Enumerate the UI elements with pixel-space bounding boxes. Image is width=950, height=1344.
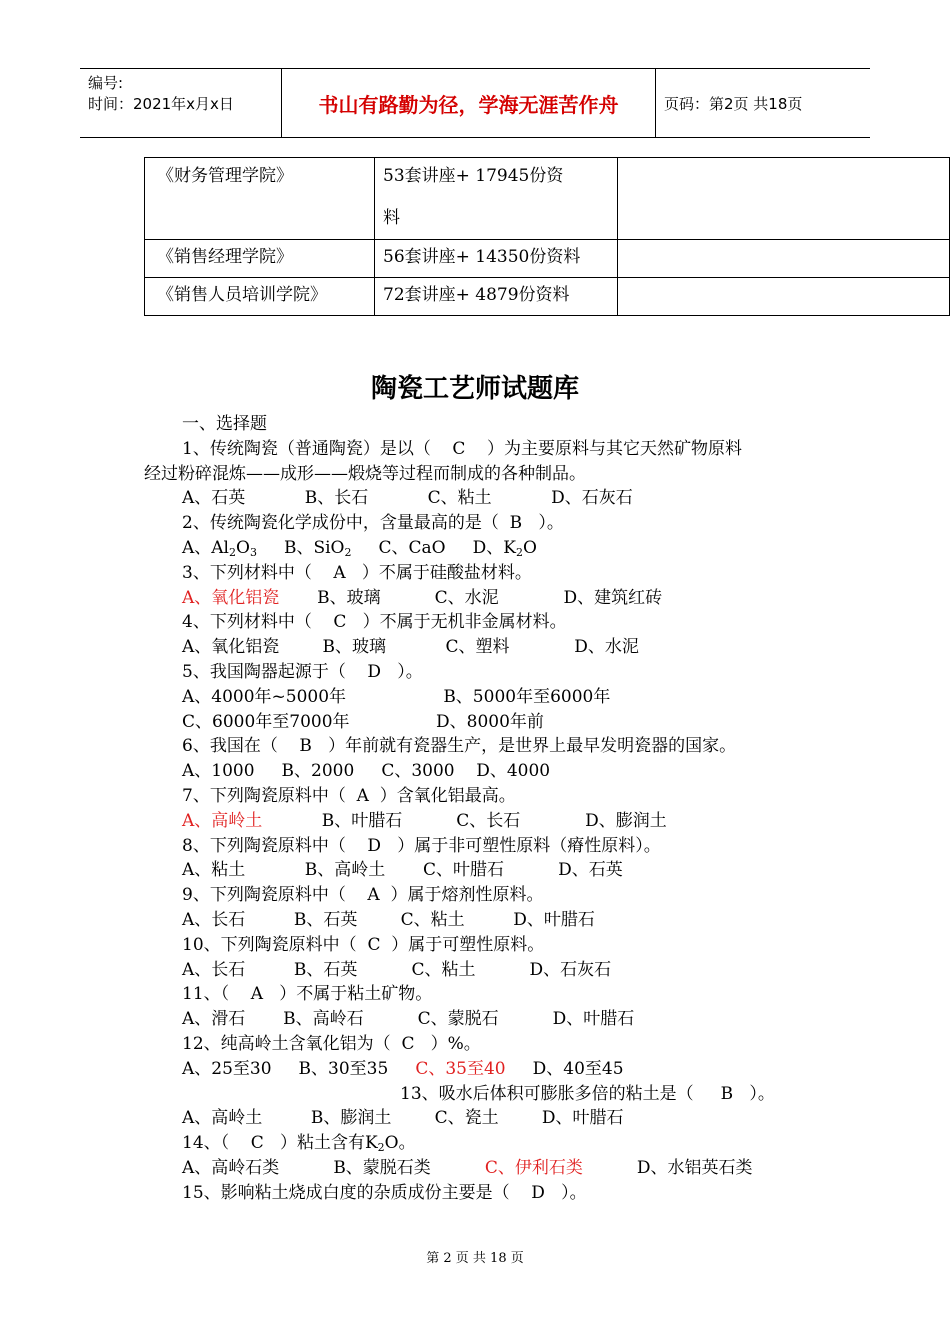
table-row bbox=[145, 278, 950, 316]
question-options bbox=[144, 536, 824, 561]
option-text: B、叶腊石 C、长石 D、膨润土 bbox=[262, 810, 667, 831]
question-options: C、6000年至7000年 D、8000年前 bbox=[182, 711, 544, 732]
question-text: 3、下列材料中（ A ）不属于硅酸盐材料。 bbox=[182, 562, 532, 583]
question-text-part: 14、（ C ）粘土含有K bbox=[182, 1133, 378, 1154]
question-options: A、长石 B、石英 C、粘土 D、叶腊石 bbox=[182, 909, 595, 930]
question-text: 5、我国陶器起源于（ D ）。 bbox=[182, 661, 423, 682]
question-text: 9、下列陶瓷原料中（ A ）属于熔剂性原料。 bbox=[182, 885, 544, 906]
page-header bbox=[80, 68, 870, 138]
option-text: D、40至45 bbox=[505, 1058, 624, 1079]
subscript: 2 bbox=[515, 545, 523, 559]
option-text: C、CaO D、K bbox=[351, 537, 516, 558]
question-text bbox=[144, 1131, 824, 1156]
question-options: A、石英 B、长石 C、粘土 D、石灰石 bbox=[182, 488, 633, 509]
question-text: 经过粉碎混炼——成形——煅烧等过程而制成的各种制品。 bbox=[144, 463, 586, 484]
question-options bbox=[144, 1057, 824, 1082]
section-heading: 一、选择题 bbox=[182, 414, 267, 434]
option-text: D、水铝英石类 bbox=[582, 1157, 753, 1178]
document-time-label: 时间：2021年x月x日 bbox=[88, 95, 234, 113]
resource-name: 《财务管理学院》 bbox=[145, 158, 375, 240]
option-text: A、25至30 B、30至35 bbox=[182, 1058, 416, 1079]
question-options: A、长石 B、石英 C、粘土 D、石灰石 bbox=[182, 959, 612, 980]
resource-detail: 72套讲座+ 4879份资料 bbox=[375, 278, 618, 316]
subscript: 2 bbox=[229, 545, 236, 559]
option-text: A、高岭石类 B、蒙脱石类 bbox=[182, 1157, 485, 1178]
question-text: 12、纯高岭土含氧化铝为（ C ）%。 bbox=[182, 1033, 481, 1054]
header-motto: 书山有路勤为径，学海无涯苦作舟 bbox=[282, 69, 656, 137]
resource-table bbox=[144, 157, 950, 316]
highlighted-option: C、伊利石类 bbox=[484, 1157, 583, 1178]
option-text: O bbox=[522, 537, 537, 558]
question-text: 2、传统陶瓷化学成份中，含量最高的是（ B ）。 bbox=[182, 513, 564, 534]
question-options bbox=[144, 586, 824, 611]
question-text: 11、（ A ）不属于粘土矿物。 bbox=[182, 984, 433, 1005]
document-number-label: 编号: bbox=[88, 74, 124, 92]
question-options bbox=[144, 1156, 824, 1181]
resource-extra bbox=[618, 158, 950, 240]
header-meta bbox=[80, 69, 282, 137]
option-text: A、Al bbox=[182, 537, 229, 558]
question-text: 10、下列陶瓷原料中（ C ）属于可塑性原料。 bbox=[182, 934, 545, 955]
question-text: 6、我国在（ B ）年前就有瓷器生产，是世界上最早发明瓷器的国家。 bbox=[182, 736, 737, 757]
question-text: 8、下列陶瓷原料中（ D ）属于非可塑性原料（瘠性原料）。 bbox=[182, 835, 661, 856]
highlighted-option: A、氧化铝瓷 bbox=[182, 587, 280, 608]
question-text-part: O。 bbox=[384, 1133, 416, 1154]
question-text: 13、吸水后体积可膨胀多倍的粘土是（ B ）。 bbox=[400, 1083, 775, 1104]
resource-extra bbox=[618, 278, 950, 316]
question-list bbox=[144, 412, 824, 1206]
question-options: A、4000年~5000年 B、5000年至6000年 bbox=[182, 686, 611, 707]
question-text: 7、下列陶瓷原料中（ A ）含氧化铝最高。 bbox=[182, 785, 516, 806]
resource-detail: 56套讲座+ 14350份资料 bbox=[375, 240, 618, 278]
header-page-label: 页码：第2页 共18页 bbox=[664, 94, 803, 113]
option-text: B、SiO bbox=[256, 537, 345, 558]
question-options: A、1000 B、2000 C、3000 D、4000 bbox=[182, 761, 551, 782]
question-options bbox=[144, 809, 824, 834]
resource-name: 《销售人员培训学院》 bbox=[145, 278, 375, 316]
page-title: 陶瓷工艺师试题库 bbox=[370, 374, 579, 404]
resource-name: 《销售经理学院》 bbox=[145, 240, 375, 278]
resource-detail bbox=[375, 158, 618, 240]
resource-detail-line: 料 bbox=[383, 208, 400, 228]
resource-extra bbox=[618, 240, 950, 278]
subscript: 2 bbox=[344, 545, 352, 559]
question-text: 1、传统陶瓷（普通陶瓷）是以（ C ）为主要原料与其它天然矿物原料 bbox=[182, 438, 743, 459]
question-options: A、滑石 B、高岭石 C、蒙脱石 D、叶腊石 bbox=[182, 1009, 635, 1030]
option-text: O bbox=[236, 537, 250, 558]
highlighted-option: C、35至40 bbox=[415, 1058, 506, 1079]
question-options: A、高岭土 B、膨润土 C、瓷土 D、叶腊石 bbox=[182, 1108, 624, 1129]
subscript: 3 bbox=[249, 545, 257, 559]
table-row bbox=[145, 240, 950, 278]
resource-detail-line: 53套讲座+ 17945份资 bbox=[383, 166, 564, 186]
table-row bbox=[145, 158, 950, 240]
subscript: 2 bbox=[377, 1141, 385, 1155]
question-text: 4、下列材料中（ C ）不属于无机非金属材料。 bbox=[182, 612, 567, 633]
question-text: 15、影响粘土烧成白度的杂质成份主要是（ D ）。 bbox=[182, 1182, 587, 1203]
question-options: A、氧化铝瓷 B、玻璃 C、塑料 D、水泥 bbox=[182, 637, 639, 658]
option-text: B、玻璃 C、水泥 D、建筑红砖 bbox=[279, 587, 663, 608]
question-options: A、粘土 B、高岭土 C、叶腊石 D、石英 bbox=[182, 860, 623, 881]
page-footer: 第 2 页 共 18 页 bbox=[426, 1251, 524, 1266]
highlighted-option: A、高岭土 bbox=[182, 810, 263, 831]
